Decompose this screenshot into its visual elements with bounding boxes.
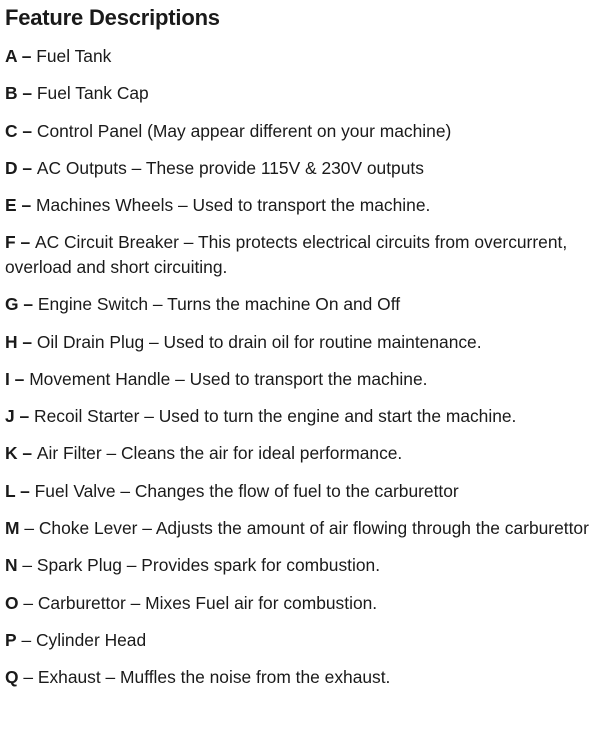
- feature-item-g: [5, 292, 604, 317]
- feature-separator: –: [15, 232, 35, 253]
- feature-separator: –: [15, 480, 35, 501]
- feature-separator: –: [19, 518, 39, 539]
- feature-item-n: [5, 553, 604, 578]
- feature-letter: K: [5, 443, 18, 464]
- feature-letter: Q: [5, 667, 19, 688]
- feature-item-j: [5, 404, 604, 429]
- feature-separator: –: [14, 406, 35, 427]
- feature-list: [5, 44, 604, 703]
- feature-item-k: [5, 441, 604, 466]
- feature-description: Carburettor – Mixes Fuel air for combustion.: [37, 592, 378, 613]
- feature-letter: E: [5, 195, 17, 216]
- feature-separator: –: [16, 195, 36, 216]
- feature-description: AC Circuit Breaker – This protects electrical circuits from overcurrent, overload and short circuiting.: [5, 232, 568, 277]
- feature-letter: I: [5, 368, 10, 389]
- feature-letter: C: [5, 120, 18, 141]
- feature-description: Fuel Valve – Changes the flow of fuel to the carburettor: [34, 480, 459, 501]
- feature-letter: P: [5, 629, 17, 650]
- feature-item-d: [5, 156, 604, 181]
- feature-letter: B: [5, 83, 18, 104]
- feature-letter: J: [5, 406, 15, 427]
- feature-letter: G: [5, 294, 19, 315]
- feature-item-b: [5, 81, 604, 106]
- feature-description: Control Panel (May appear different on your machine): [36, 120, 452, 141]
- feature-letter: O: [5, 592, 19, 613]
- feature-description: AC Outputs – These provide 115V & 230V outputs: [36, 157, 424, 178]
- feature-separator: –: [17, 555, 37, 576]
- feature-separator: –: [18, 592, 38, 613]
- feature-description: Fuel Tank: [36, 46, 112, 66]
- feature-separator: –: [16, 46, 37, 66]
- feature-description: Spark Plug – Provides spark for combustion.: [36, 555, 381, 576]
- feature-description: Movement Handle – Used to transport the machine.: [29, 368, 428, 389]
- feature-item-c: [5, 119, 604, 144]
- feature-item-e: [5, 193, 604, 218]
- feature-item-o: [5, 591, 604, 616]
- feature-description: Oil Drain Plug – Used to drain oil for routine maintenance.: [36, 331, 482, 352]
- feature-description: Air Filter – Cleans the air for ideal performance.: [36, 443, 403, 464]
- feature-description: Recoil Starter – Used to turn the engine and start the machine.: [34, 406, 517, 427]
- feature-letter: A: [5, 46, 17, 66]
- feature-item-i: [5, 367, 604, 392]
- feature-separator: –: [17, 83, 37, 104]
- feature-separator: –: [18, 667, 38, 688]
- feature-separator: –: [17, 331, 37, 352]
- feature-description: Fuel Tank Cap: [36, 83, 149, 104]
- feature-separator: –: [17, 157, 37, 178]
- feature-letter: H: [5, 331, 18, 352]
- feature-item-h: [5, 330, 604, 355]
- feature-item-m: [5, 516, 604, 541]
- feature-description: Machines Wheels – Used to transport the machine.: [35, 195, 431, 216]
- feature-letter: M: [5, 518, 20, 539]
- feature-item-p: [5, 628, 604, 653]
- feature-separator: –: [17, 443, 37, 464]
- feature-item-a: [5, 44, 604, 69]
- feature-description: Engine Switch – Turns the machine On and Off: [37, 294, 401, 315]
- feature-letter: D: [5, 157, 18, 178]
- feature-letter: F: [5, 232, 16, 253]
- feature-letter: L: [5, 480, 16, 501]
- feature-description: Cylinder Head: [35, 629, 147, 650]
- feature-item-f: [5, 230, 604, 279]
- feature-description: Exhaust – Muffles the noise from the exhaust.: [37, 667, 391, 688]
- feature-item-q: [5, 665, 604, 690]
- feature-letter: N: [5, 555, 18, 576]
- feature-separator: –: [17, 120, 37, 141]
- page-title: Feature Descriptions: [5, 5, 220, 30]
- feature-description: Choke Lever – Adjusts the amount of air flowing through the carburettor: [38, 518, 589, 539]
- feature-separator: –: [9, 368, 30, 389]
- feature-separator: –: [16, 629, 36, 650]
- feature-separator: –: [18, 294, 38, 315]
- feature-item-l: [5, 479, 604, 504]
